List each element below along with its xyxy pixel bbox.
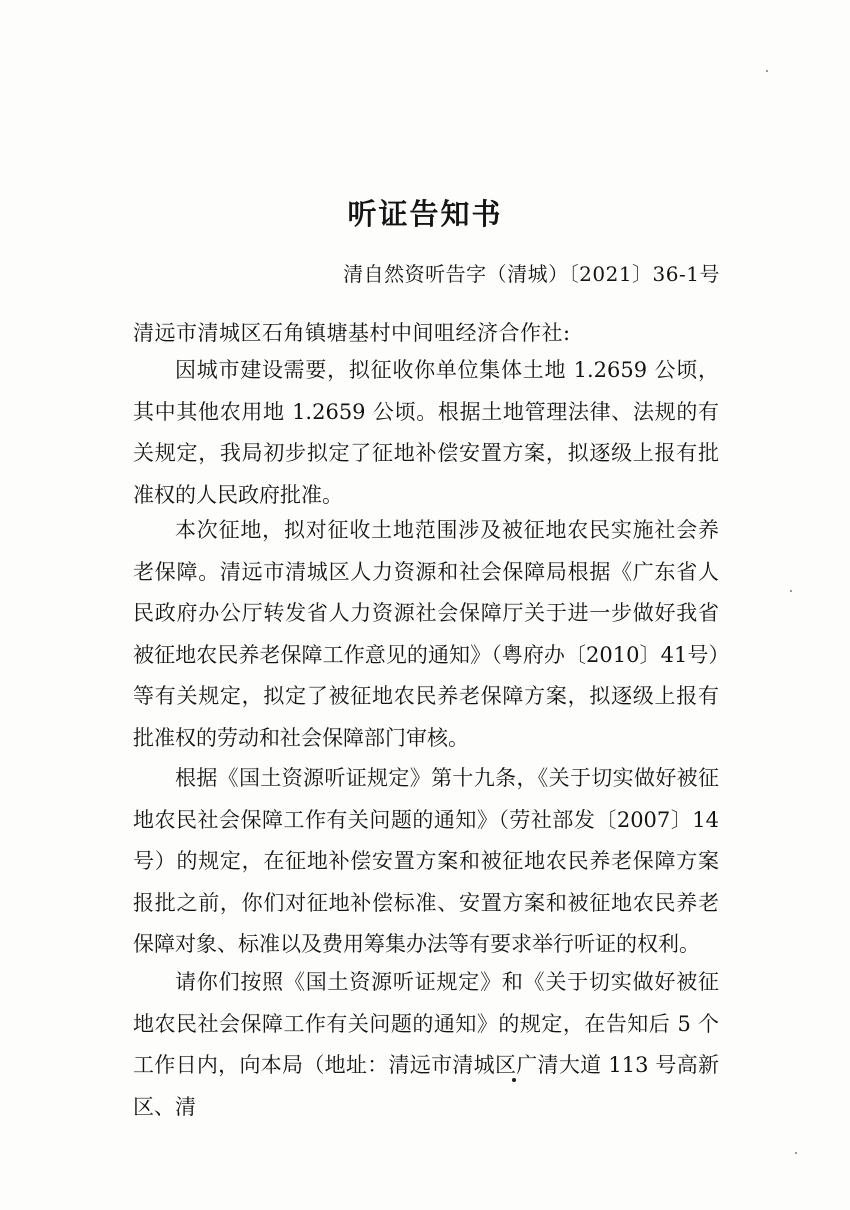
scan-speck (766, 70, 768, 72)
paragraph-hearing-rights: 根据《国土资源听证规定》第十九条，《关于切实做好被征地农民社会保障工作有关问题的通知》（劳社部发〔2007〕14号）的规定，在征地补偿安置方案和被征地农民养老保障方案报批之前，你们对征地补偿标准、安置方案和被征地农民养老保障对象、标准以及费用筹集办法等有要求举行听证的权利。 (133, 766, 719, 956)
addressee-line: 清远市清城区石角镇塘基村中间咀经济合作社: (133, 321, 571, 345)
scan-speck (795, 1152, 797, 1154)
document-number: 清自然资听告字（清城）〔2021〕36-1号 (343, 262, 720, 286)
scan-speck (790, 590, 792, 592)
ink-dot (512, 1078, 516, 1082)
document-title: 听证告知书 (347, 197, 503, 231)
paragraph-social-security: 本次征地，拟对征收土地范围涉及被征地农民实施社会养老保障。清远市清城区人力资源和社会保障局根据《广东省人民政府办公厅转发省人力资源社会保障厅关于进一步做好我省被征地农民养老保障工作意见的通知》（粤府办〔2010〕41号）等有关规定，拟定了被征地农民养老保障方案，拟逐级上报有批准权的劳动和社会保障部门审核。 (133, 518, 719, 750)
paragraph-land-acquisition: 因城市建设需要，拟征收你单位集体土地 1.2659 公顷，其中其他农用地 1.2659 公顷。根据土地管理法律、法规的有关规定，我局初步拟定了征地补偿安置方案，拟逐级上报有批准权的人民政府批准。 (133, 358, 719, 507)
paragraph-hearing-request: 请你们按照《国土资源听证规定》和《关于切实做好被征地农民社会保障工作有关问题的通知》的规定，在告知后 5 个工作日内，向本局（地址：清远市清城区广清大道 113 号高新区、清 (133, 970, 719, 1119)
